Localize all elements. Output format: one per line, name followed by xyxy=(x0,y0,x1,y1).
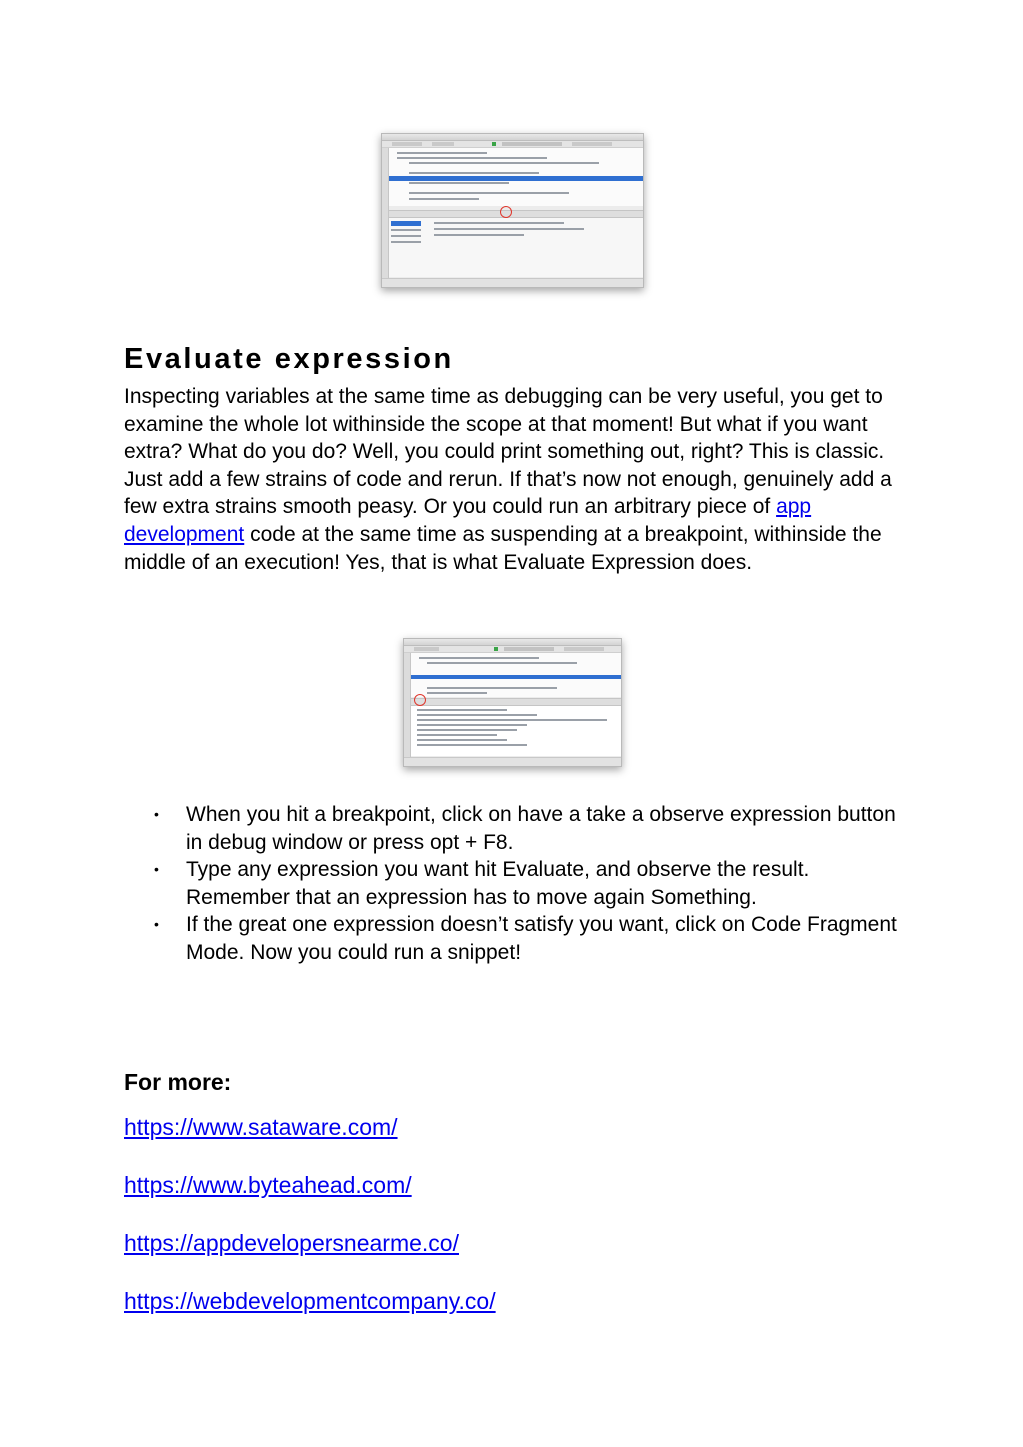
list-item xyxy=(124,911,914,966)
paragraph-text-start: Inspecting variables at the same time as debugging can be very useful, you get to examine the whole lot withinside the scope at that moment! But what if you want extra? What do you do? Well, you could print something out, right? This is classic. Just add a few strains of code and rerun. If that’s now not enough, genuinely add a few extra strains smooth peasy. Or you could run an arbitrary piece of xyxy=(124,385,892,519)
breakpoint-line-highlight xyxy=(389,176,643,181)
window-titlebar xyxy=(382,134,643,141)
bullet-marker: • xyxy=(154,861,159,878)
bullet-marker: • xyxy=(154,806,159,822)
link-byteahead[interactable]: https://www.byteahead.com/ xyxy=(124,1172,412,1198)
ide-statusbar xyxy=(404,757,621,766)
for-more-label: For more: xyxy=(124,1069,232,1095)
list-item-text: Type any expression you want hit Evaluate, and observe the result. Remember that an expression has to move again Something. xyxy=(186,858,810,909)
list-item xyxy=(124,801,914,856)
list-item-text: If the great one expression doesn’t satisfy you want, click on Code Fragment Mode. Now you could run a snippet! xyxy=(186,913,897,964)
app-development-link[interactable]: app development xyxy=(124,495,812,546)
debugger-screenshot-middle xyxy=(403,638,622,767)
link-webdevelopmentcompany[interactable]: https://webdevelopmentcompany.co/ xyxy=(124,1288,496,1314)
evaluate-expression-button-circle xyxy=(500,206,512,218)
console-output xyxy=(411,706,621,756)
list-item xyxy=(124,856,914,911)
console-tabs xyxy=(411,698,621,706)
link-sataware[interactable]: https://www.sataware.com/ xyxy=(124,1114,398,1140)
console-tab-circle xyxy=(414,694,426,706)
bullet-marker: • xyxy=(154,916,159,933)
ide-statusbar xyxy=(382,278,643,287)
ide-toolbar xyxy=(382,141,643,148)
list-item-text: When you hit a breakpoint, click on have a take a observe expression button in debug window or press opt + F8. xyxy=(186,803,896,854)
steps-list xyxy=(124,801,914,967)
variables-panel xyxy=(389,218,643,277)
debug-panel-tabs xyxy=(389,210,643,218)
window-titlebar xyxy=(404,639,621,646)
link-appdevelopersnearme[interactable]: https://appdevelopersnearme.co/ xyxy=(124,1230,459,1256)
intro-paragraph xyxy=(124,383,914,576)
breakpoint-line-highlight xyxy=(411,675,621,679)
tool-window-strip xyxy=(404,653,411,758)
tool-window-strip xyxy=(382,148,389,279)
debugger-screenshot-top xyxy=(381,133,644,288)
section-heading: Evaluate expression xyxy=(124,343,454,376)
paragraph-text-end: code at the same time as suspending at a breakpoint, withinside the middle of an execution! Yes, that is what Evaluate Expression does. xyxy=(124,522,882,574)
ide-toolbar xyxy=(404,646,621,653)
